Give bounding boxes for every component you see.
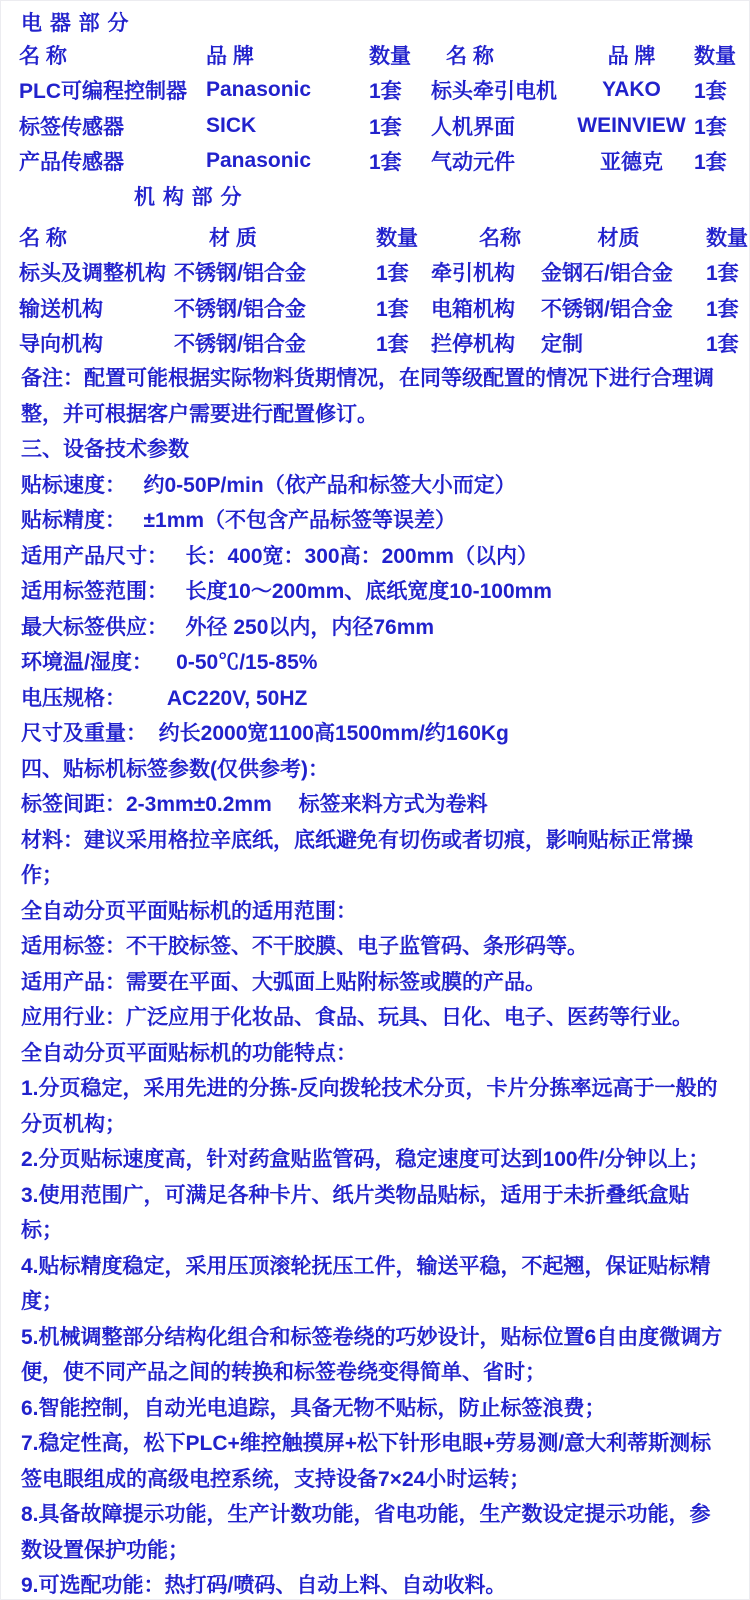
table-cell: 1套: [376, 333, 409, 357]
table-cell: WEINVIEW: [577, 113, 686, 137]
table-cell: 拦停机构: [431, 333, 515, 357]
table-cell: 产品传感器: [19, 151, 124, 175]
column-header: 品 牌: [206, 44, 254, 68]
config-note: 备注：配置可能根据实际物料货期情况，在同等级配置的情况下进行合理调整，并可根据客户需要进行配置修订。: [21, 367, 714, 426]
label-gap-line: 标签间距：2-3mm±0.2mm 标签来料方式为卷料: [21, 793, 488, 816]
tech-params-heading: 三、设备技术参数: [21, 438, 189, 461]
column-header: 数量: [376, 226, 418, 250]
table-cell: 标头及调整机构: [19, 262, 166, 286]
column-header: 名 称: [19, 44, 67, 68]
feature-item-4: 4.贴标精度稳定，采用压顶滚轮抚压工件，输送平稳，不起翘，保证贴标精度；: [21, 1254, 711, 1313]
param-max-label-supply: 最大标签供应： 外径 250以内，内径76mm: [21, 615, 435, 639]
scope-heading-line: 全自动分页平面贴标机的适用范围：: [21, 899, 357, 923]
table-cell: 气动元件: [431, 151, 515, 175]
param-voltage: 电压规格： AC220V, 50HZ: [21, 686, 308, 710]
column-header: 名 称: [19, 226, 67, 250]
param-environment: 环境温/湿度： 0-50℃/15-85%: [21, 651, 318, 674]
table-cell: YAKO: [602, 78, 661, 102]
column-header: 名 称: [446, 44, 494, 68]
table-cell: 输送机构: [19, 297, 103, 321]
label-params-heading: 四、贴标机标签参数(仅供参考)：: [21, 757, 329, 781]
table-cell: 1套: [369, 80, 402, 104]
feature-item-8: 8.具备故障提示功能，生产计数功能，省电功能，生产数设定提示功能，参数设置保护功能；: [21, 1503, 711, 1562]
feature-item-6: 6.智能控制，自动光电追踪，具备无物不贴标，防止标签浪费；: [21, 1396, 606, 1420]
table-cell: 不锈钢/铝合金: [174, 333, 306, 357]
table-cell: 不锈钢/铝合金: [174, 262, 306, 286]
feature-item-9: 9.可选配功能：热打码/喷码、自动上料、自动收料。: [21, 1574, 507, 1597]
table-cell: 电箱机构: [431, 297, 515, 321]
column-header: 名称: [479, 226, 521, 250]
features-heading: 全自动分页平面贴标机的功能特点：: [21, 1041, 357, 1065]
table-cell: 不锈钢/铝合金: [541, 297, 673, 321]
table-cell: 1套: [706, 262, 739, 286]
column-header: 材质: [597, 226, 640, 250]
electrical-parts-table: [19, 37, 739, 179]
table-cell: 1套: [369, 115, 402, 139]
mechanism-parts-table: [19, 219, 748, 361]
table-cell: 1套: [376, 297, 409, 321]
table-cell: SICK: [206, 113, 257, 137]
param-product-size: 适用产品尺寸： 长：400宽：300高：200mm（以内）: [21, 544, 538, 568]
table-cell: 1套: [369, 151, 402, 175]
table-cell: 1套: [694, 80, 727, 104]
applicable-products-line: 适用产品：需要在平面、大弧面上贴附标签或膜的产品。: [21, 970, 546, 994]
industries-line: 应用行业：广泛应用于化妆品、食品、玩具、日化、电子、医药等行业。: [21, 1006, 693, 1029]
table-cell: PLC可编程控制器: [19, 80, 187, 104]
table-cell: 亚德克: [600, 151, 663, 175]
table-cell: Panasonic: [206, 78, 312, 102]
feature-item-2: 2.分页贴标速度高，针对药盒贴监管码，稳定速度可达到100件/分钟以上；: [21, 1148, 710, 1171]
table-cell: 标签传感器: [19, 115, 124, 139]
column-header: 数量: [369, 44, 411, 68]
table-cell: 定制: [541, 333, 583, 357]
param-labeling-accuracy: 贴标精度： ±1mm（不包含产品标签等误差）: [21, 509, 457, 532]
feature-item-7: 7.稳定性高，松下PLC+维控触摸屏+松下针形电眼+劳易测/意大利蒂斯测标签电眼组成的高级电控系统，支持设备7×24小时运转；: [21, 1432, 712, 1491]
table-cell: 1套: [706, 333, 739, 357]
electrical-section-title: 电 器 部 分: [21, 12, 130, 35]
table-cell: 牵引机构: [431, 262, 515, 286]
param-labeling-speed: 贴标速度： 约0-50P/min（依产品和标签大小而定）: [21, 473, 516, 497]
table-cell: 不锈钢/铝合金: [174, 297, 306, 321]
table-cell: 1套: [376, 262, 409, 286]
material-line: 材料：建议采用格拉辛底纸，底纸避免有切伤或者切痕，影响贴标正常操作；: [21, 828, 693, 887]
table-cell: Panasonic: [206, 149, 312, 173]
feature-item-1: 1.分页稳定，采用先进的分拣-反向拨轮技术分页，卡片分拣率远高于一般的分页机构；: [21, 1077, 718, 1136]
feature-item-5: 5.机械调整部分结构化组合和标签卷绕的巧妙设计，贴标位置6自由度微调方便，使不同产品之间的转换和标签卷绕变得简单、省时；: [21, 1325, 723, 1384]
feature-item-3: 3.使用范围广，可满足各种卡片、纸片类物品贴标，适用于未折叠纸盒贴标；: [21, 1183, 690, 1242]
column-header: 数量: [694, 44, 736, 68]
table-cell: 1套: [694, 115, 727, 139]
table-cell: 标头牵引电机: [431, 80, 557, 104]
table-cell: 导向机构: [19, 333, 103, 357]
column-header: 品 牌: [607, 44, 656, 68]
applicable-labels-line: 适用标签：不干胶标签、不干胶膜、电子监管码、条形码等。: [21, 935, 588, 958]
param-size-weight: 尺寸及重量： 约长2000宽1100高1500mm/约160Kg: [21, 722, 509, 745]
column-header: 数量: [706, 226, 748, 250]
table-cell: 金钢石/铝合金: [541, 262, 673, 286]
mechanism-section-title: 机 构 部 分: [134, 186, 243, 209]
param-label-range: 适用标签范围： 长度10～200mm、底纸宽度10-100mm: [21, 580, 552, 603]
table-cell: 1套: [706, 297, 739, 321]
column-header: 材 质: [209, 226, 257, 250]
table-cell: 1套: [694, 151, 727, 175]
table-cell: 人机界面: [431, 115, 515, 139]
